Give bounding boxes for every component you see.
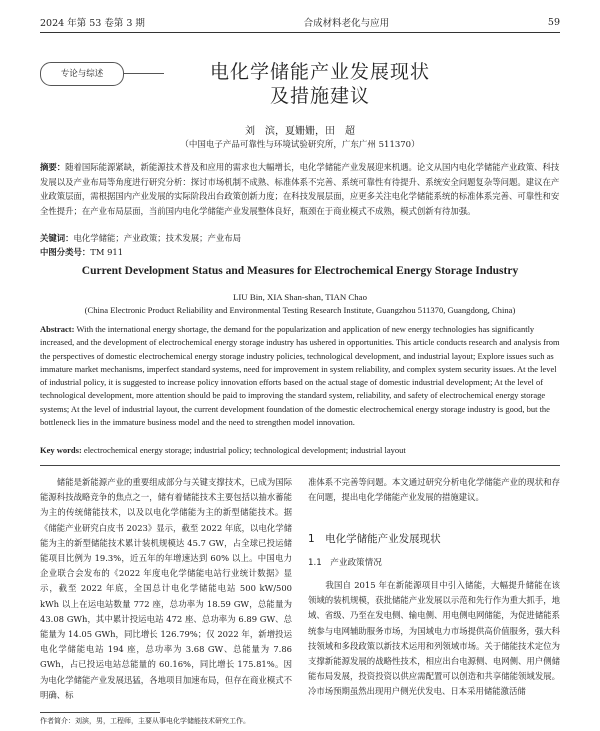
author-footnote: 作者简介：刘滨，男，工程师，主要从事电化学储能技术研究工作。 <box>40 717 250 725</box>
title-cn-line-2: 及措施建议 <box>269 85 370 107</box>
page-number: 59 <box>547 16 560 28</box>
keywords-en-label: Key words: <box>40 445 82 455</box>
keywords-cn <box>40 232 241 244</box>
body-left-column: 储能是新能源产业的重要组成部分与关键支撑技术，已成为国际能源科技战略竞争的焦点之一，储有着储能技术主要包括以抽水蓄能为主的传统储能技术，以及以电化学储能为主的新型储能技术。据《储能产业研究白皮书 2023》显示，截至 2022 年底，以电化学储能为主的新型储能技术累计装机规模达 45.7 GW，占全球已投运储能项目比例为 19.3%，近五年的年增速达到 60% 以上。中国电力企业联合会发布的《2022 年度电化学储能电站行业统计数据》显示，截至 2022 年底，全国总计电化学储能电站 500 kW/500 kWh 以上在运电站数量 772 座，总功率为 18.59 GW，总能量为 43.08 GWh，其中累计投运电站 472 座、总功率为 6.89 GW、总能量为 14.05 GWh，同比增长 126.79%；仅 2022 年，新增投运电化学储能电站 194 座，总功率为 3.68 GW、总能量为 7.86 GWh，占已投运电站总能量的 60.16%，同比增长 175.81%。因为电化学储能产业发展迅猛，各地项目加速布局，但存在商业模式不明确、标 <box>40 477 292 700</box>
keywords-en-text: electrochemical energy storage; industrial policy; technological development; industrial layout <box>83 445 406 455</box>
affiliation-en: (China Electronic Product Reliability and Environmental Testing Research Institute, Guangzhou 511370, Guangdong, China) <box>84 305 516 315</box>
abstract-en-text: With the international energy shortage, the demand for the popularization and application of new energy technologies has significantly increased, and the development of electrochemical energy storage industry has ushered in opportunities. This article conducts research and analysis from the perspectives of domestic electrochemical energy storage industry policies, technological development, and industrial layout; Explore issues such as immature market mechanisms, imperfect standard systems, need for improvement in system reliability, and complex system security issues. At the level of industrial policy, it is suggested to increase policy innovation efforts based on the actual stage of domestic industrial development; At the level of technological development, more attention should be paid to improving the standard system, reliability, and safety of electrochemical energy storage systems; At the level of industrial layout, the current development foundation of the domestic electrochemical energy storage industry is good, but the bottleneck lies in the immature business model and the need to strengthen model innovation. <box>40 324 560 428</box>
abstract-cn-label: 摘要： <box>40 162 66 172</box>
running-header <box>40 14 560 30</box>
badge-connector <box>124 73 164 74</box>
section-divider <box>40 465 560 466</box>
journal-name: 合成材料老化与应用 <box>303 18 390 29</box>
clc-cn-text: TM 911 <box>90 247 124 257</box>
body-right-intro: 准体系不完善等问题。本文通过研究分析电化学储能产业的现状和存在问题，提出电化学储能产业发展的措施建议。 <box>308 477 560 503</box>
title-en: Current Development Status and Measures for Electrochemical Energy Storage Industry <box>81 265 519 277</box>
title-cn-line-1: 电化学储能产业发展现状 <box>209 61 430 83</box>
authors-en: LIU Bin, XIA Shan-shan, TIAN Chao <box>233 292 367 302</box>
authors-cn: 刘 滨，夏姗姗，田 超 <box>245 126 355 137</box>
abstract-cn-text: 随着国际能源紧缺，新能源技术普及和应用的需求也大幅增长，电化学储能产业发展迎来机遇。论文从国内电化学储能产业政策、科技发展以及产业布局等角度进行研究分析：探讨市场机制不成熟、标准体系不完善、系统可靠性有待提升、系统安全问题复杂等问题。建议在产业政策层面，需根据国内产业发展的实际阶段出台政策创新力度；在科技发展层面，应更多关注电化学储能系统的标准体系完善、可靠性和安全性提升；在产业布局层面，当前国内电化学储能产业发展整体良好，瓶颈在于商业模式不成熟，模式创新有待加强。 <box>40 162 560 216</box>
abstract-en-label: Abstract: <box>40 324 75 334</box>
header-divider <box>40 32 560 33</box>
subsection-1-1-heading: 1.1 产业政策情况 <box>308 558 382 568</box>
keywords-en <box>40 445 560 455</box>
abstract-cn <box>40 160 560 218</box>
column-badge: 专论与综述 <box>40 62 124 86</box>
section-1-heading: 1 电化学储能产业发展现状 <box>308 533 441 545</box>
keywords-cn-label: 关键词： <box>40 233 74 243</box>
body-right-column: 我国自 2015 年在新能源项目中引入储能，大幅提升储能在该领域的装机规模，获批储能产业发展以示范和先行作为重大抓手，地域、省级、乃至在发电侧、输电侧、用电侧电网储能，为促进储能系统参与电网辅助服务市场，为国域电力市场提供高价值服务，强大科技领域和多段政策以新技术运用和列领域市场。关于储能技术定位为支撑新能源发展的战略性技术，相应出台电源侧、电网侧、用户侧储能布局发展，投资投资以供应需配置可以创造和共享储能领域发展。冷市场预期虽然出现用户侧光伏发电、日本采用储能激活储 <box>308 580 560 697</box>
affiliation-cn: （中国电子产品可靠性与环境试验研究所，广东广州 511370） <box>180 140 420 150</box>
keywords-cn-text: 电化学储能；产业政策；技术发展；产业布局 <box>73 233 241 243</box>
footnote-divider <box>40 712 160 713</box>
clc-cn <box>40 246 123 258</box>
abstract-en <box>40 323 560 429</box>
title-cn <box>170 60 470 108</box>
issue-info: 2024 年第 53 卷第 3 期 <box>40 18 145 29</box>
clc-cn-label: 中图分类号： <box>40 247 91 257</box>
